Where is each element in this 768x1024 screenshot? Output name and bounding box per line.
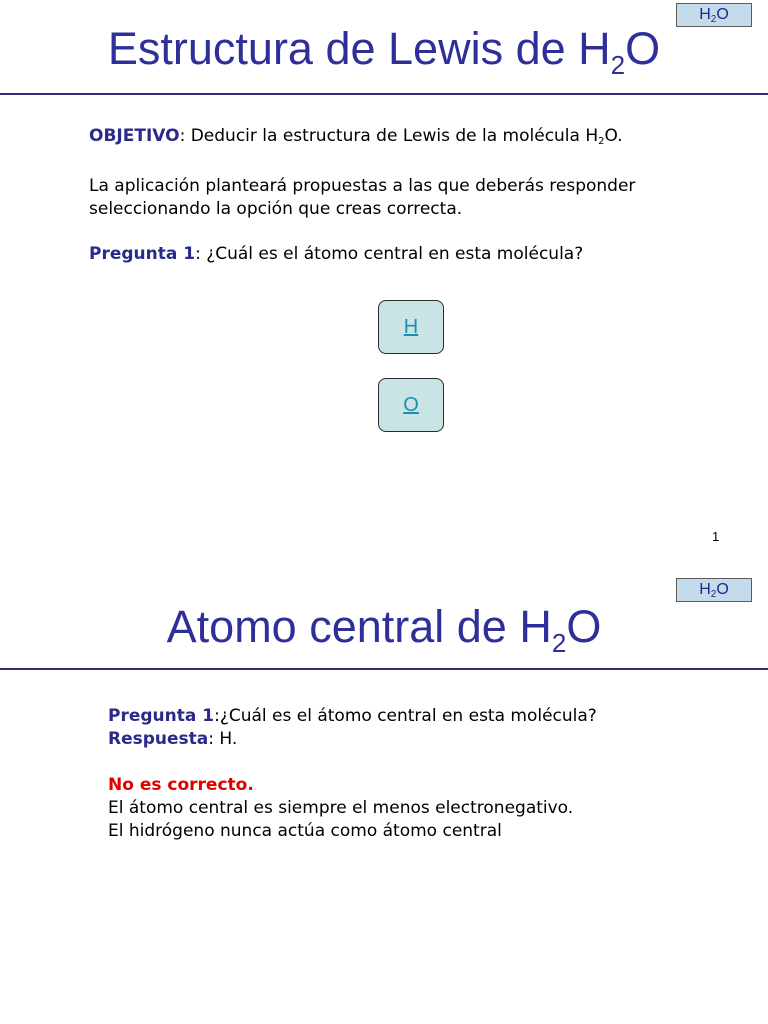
badge-text: H xyxy=(699,581,711,598)
intro-paragraph xyxy=(89,175,729,221)
title-text: Atomo central de H xyxy=(166,601,552,652)
title-text-end: O xyxy=(625,23,661,74)
h2o-badge-button[interactable] xyxy=(676,578,752,602)
question-label: Pregunta 1 xyxy=(89,244,196,264)
verdict-text: No es correcto. xyxy=(108,775,254,795)
title-text: Estructura de Lewis de H xyxy=(107,23,611,74)
answer-label: Respuesta xyxy=(108,729,209,749)
intro-text: La aplicación planteará propuestas a las que deberás responder seleccionando la opción que creas correcta. xyxy=(89,176,636,219)
slide-2 xyxy=(0,560,768,1024)
answer-text: : H. xyxy=(208,729,238,749)
question-paragraph xyxy=(89,243,729,266)
slide-title xyxy=(0,601,768,658)
explanation-line: El hidrógeno nunca actúa como átomo central xyxy=(108,821,502,841)
objective-text: : Deducir la estructura de Lewis de la molécula H xyxy=(179,126,599,146)
objective-text-end: O. xyxy=(604,126,623,146)
title-subscript: 2 xyxy=(551,628,567,658)
badge-text-end: O xyxy=(716,6,729,23)
question-text: :¿Cuál es el átomo central en esta molécula? xyxy=(214,706,597,726)
title-divider xyxy=(0,668,768,670)
feedback-block xyxy=(108,774,728,843)
objective-paragraph xyxy=(89,125,729,148)
slide-title xyxy=(0,23,768,80)
question-label: Pregunta 1 xyxy=(108,706,215,726)
page-number: 1 xyxy=(712,529,720,544)
title-divider xyxy=(0,93,768,95)
answer-block xyxy=(108,705,728,751)
option-h-button[interactable]: H xyxy=(378,300,444,354)
badge-text-end: O xyxy=(716,581,729,598)
badge-subscript: 2 xyxy=(710,14,717,25)
option-o-button[interactable]: O xyxy=(378,378,444,432)
explanation-line: El átomo central es siempre el menos electronegativo. xyxy=(108,798,574,818)
h2o-badge-button[interactable] xyxy=(676,3,752,27)
badge-subscript: 2 xyxy=(710,589,717,600)
badge-text: H xyxy=(699,6,711,23)
objective-subscript: 2 xyxy=(598,136,605,147)
objective-label: OBJETIVO xyxy=(89,126,180,146)
title-text-end: O xyxy=(566,601,602,652)
title-subscript: 2 xyxy=(610,50,626,80)
question-text: : ¿Cuál es el átomo central en esta molécula? xyxy=(195,244,584,264)
